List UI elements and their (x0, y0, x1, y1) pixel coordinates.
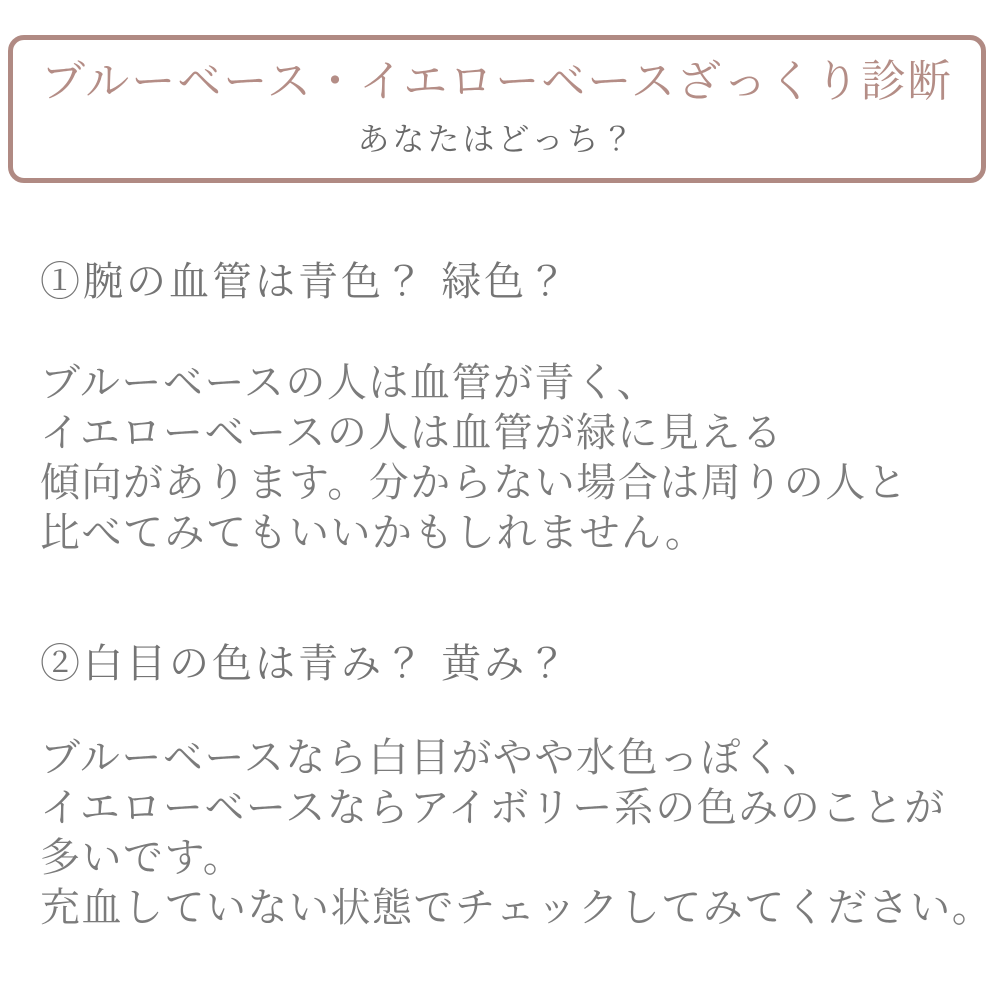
section-heading-vein-color: ①腕の血管は青色？ 緑色？ (40, 260, 571, 304)
body-line: ブルーベースなら白目がやや水色っぽく、 (40, 736, 825, 780)
body-line: ブルーベースの人は血管が青く、 (40, 361, 659, 405)
section-body-eye-white-color (40, 733, 993, 933)
body-line: 多いです。 (40, 836, 245, 880)
page-title: ブルーベース・イエローベースざっくり診断 (40, 56, 954, 106)
body-line: イエローベースの人は血管が緑に見える (40, 411, 784, 455)
section-heading-eye-white-color: ②白目の色は青み？ 黄み？ (40, 642, 571, 686)
page-subtitle: あなたはどっち？ (357, 121, 637, 158)
body-line: 傾向があります。分からない場合は周りの人と (40, 461, 909, 505)
body-line: 充血していない状態でチェックしてみてください。 (40, 886, 994, 930)
section-body-vein-color (40, 358, 908, 558)
body-line: イエローベースならアイボリー系の色みのことが (40, 786, 946, 830)
body-line: 比べてみてもいいかもしれません。 (40, 511, 707, 555)
title-box (8, 35, 986, 183)
